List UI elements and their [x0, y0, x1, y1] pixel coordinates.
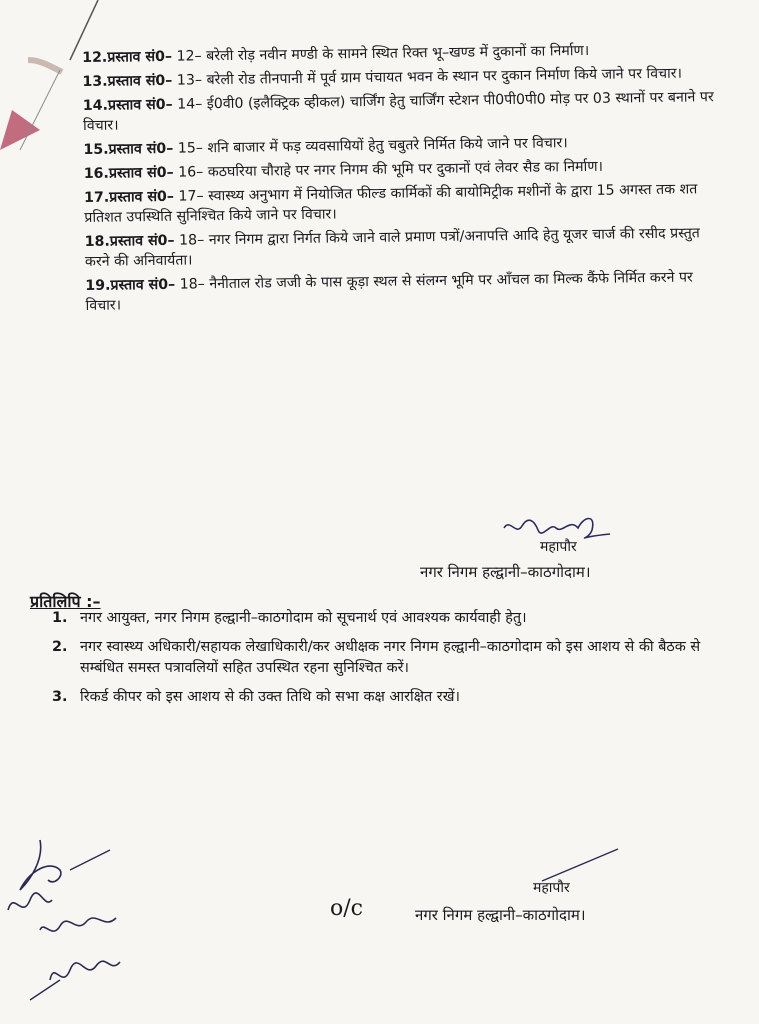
proposal-list — [82, 39, 726, 320]
mayor-title-2: महापौर — [533, 880, 570, 896]
copy-list — [52, 608, 722, 716]
copy-heading: प्रतिलिपि :– — [30, 592, 101, 611]
proposal-item: 19.प्रस्ताव सं0– 18– नैनीताल रोड जजी के पास कूड़ा स्थल से संलग्न भूमि पर आँचल का मिल्क कैंफे निर्मित करने पर विचार। — [85, 269, 693, 314]
proposal-item: 14.प्रस्ताव सं0– 14– ई0वी0 (इलैक्ट्रिक व्हीकल) चार्जिंग हेतु चार्जिंग स्टेशन पी0पी0पी0 मोड़ पर 03 स्थानों पर बनाने पर विचार। — [82, 89, 714, 134]
proposal-item: 13.प्रस्ताव सं0– 13– बरेली रोड तीनपानी में पूर्व ग्राम पंचायत भवन के स्थान पर दुकान निर्माण किये जाने पर विचार। — [82, 65, 683, 90]
copy-item: 1. नगर आयुक्त, नगर निगम हल्द्वानी–काठगोदाम को सूचनार्थ एवं आवश्यक कार्यवाही हेतु। — [52, 610, 527, 626]
organization-name: नगर निगम हल्द्वानी–काठगोदाम। — [420, 563, 591, 581]
organization-name-2: नगर निगम हल्द्वानी–काठगोदाम। — [415, 906, 586, 924]
handwritten-signatures — [0, 830, 160, 1024]
proposal-item: 16.प्रस्ताव सं0– 16– कठघरिया चौराहे पर नगर निगम की भूमि पर दुकानों एवं लेवर सैड का निर्माण। — [83, 158, 604, 182]
proposal-item: 15.प्रस्ताव सं0– 15– शनि बाजार में फड़ व्यवसायियों हेतु चबुतरे निर्मित किये जाने पर विचार। — [83, 135, 568, 158]
mayor-title: महापौर — [540, 539, 577, 555]
proposal-item: 12.प्रस्ताव सं0– 12– बरेली रोड़ नवीन मण्डी के सामने स्थित रिक्त भू–खण्ड में दुकानों का निर्माण। — [82, 42, 590, 66]
copy-item: 2. नगर स्वास्थ्य अधिकारी/सहायक लेखाधिकारी/कर अधीक्षक नगर निगम हल्द्वानी–काठगोदाम को इस आशय से की बैठक से सम्बंधित समस्त पत्रावलियों सहित उपस्थित रहना सुनिश्चित करें। — [52, 639, 701, 676]
copy-item: 3. रिकर्ड कीपर को इस आशय से की उक्त तिथि को सभा कक्ष आरक्षित रखें। — [52, 689, 460, 705]
proposal-item: 17.प्रस्ताव सं0– 17– स्वास्थ्य अनुभाग में नियोजित फील्ड कार्मिकों की बायोमिट्रीक मशीनों के द्वारा 15 अगस्त तक शत प्रतिशत उपस्थिति सुनिश्चित किये जाने पर विचार। — [83, 181, 698, 226]
oc-mark: o/c — [330, 896, 363, 921]
proposal-item: 18.प्रस्ताव सं0– 18– नगर निगम द्वारा निर्गत किये जाने वाले प्रमाण पत्रों/अनापत्ति आदि हेतु यूजर चार्ज की रसीद प्रस्तुत करने की अनिवार्यता। — [84, 225, 700, 270]
